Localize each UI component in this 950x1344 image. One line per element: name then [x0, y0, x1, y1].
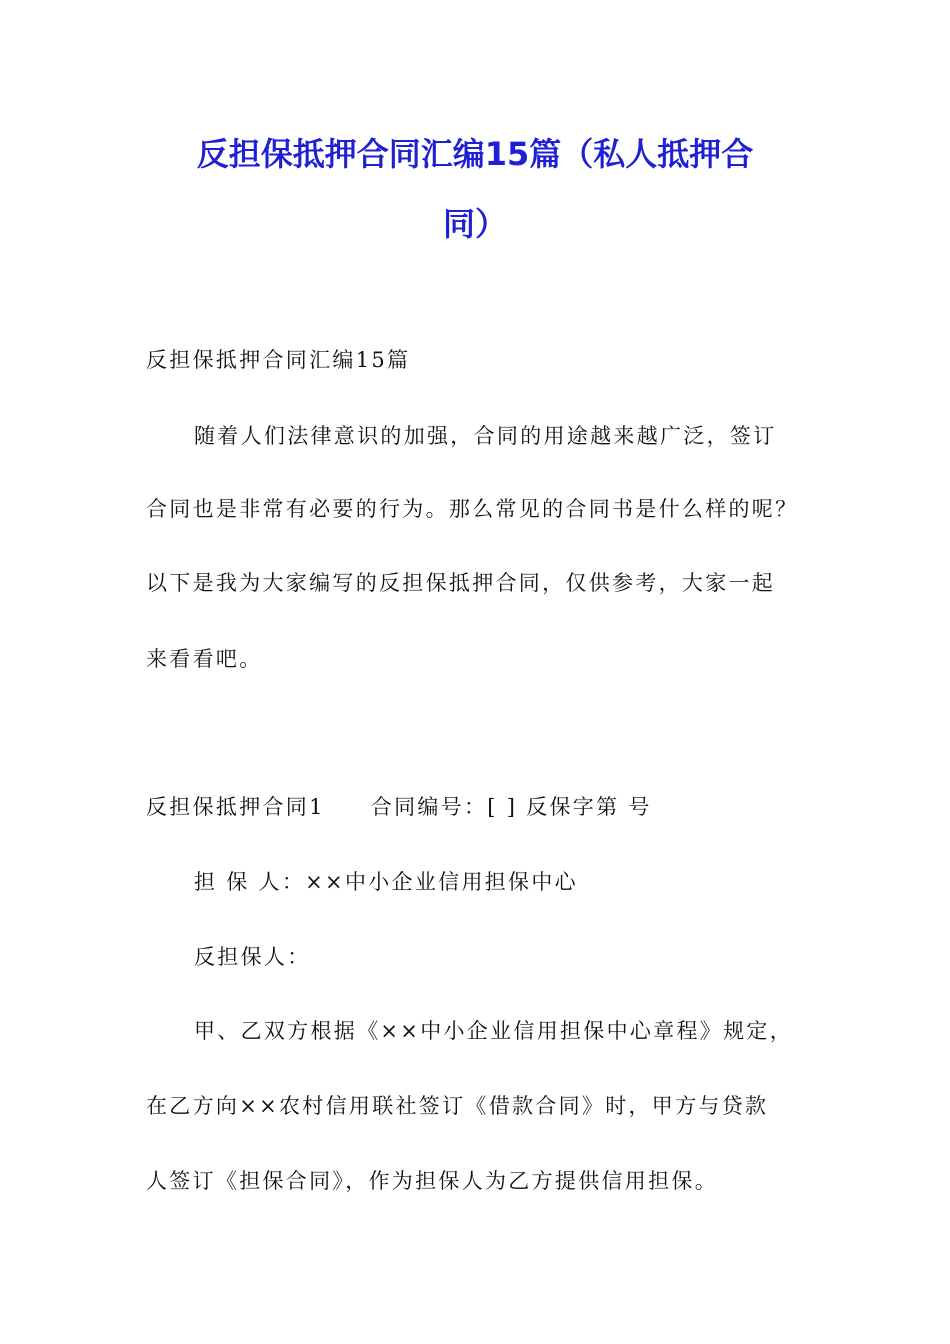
guarantor-line: 担 保 人：××中小企业信用担保中心 — [194, 870, 578, 894]
subtitle: 反担保抵押合同汇编15篇 — [146, 348, 411, 372]
document-title-line-1: 反担保抵押合同汇编15篇（私人抵押合 — [196, 135, 754, 173]
clause-line-3: 人签订《担保合同》，作为担保人为乙方提供信用担保。 — [146, 1169, 718, 1193]
intro-line-2: 合同也是非常有必要的行为。那么常见的合同书是什么样的呢？ — [146, 497, 799, 521]
clause-line-1: 甲、乙双方根据《××中小企业信用担保中心章程》规定， — [194, 1019, 793, 1043]
document-title-line-2: 同） — [442, 205, 507, 243]
contract-number: 合同编号：[ ] 反保字第 号 — [370, 795, 652, 819]
intro-line-4: 来看看吧。 — [146, 647, 263, 671]
intro-line-3: 以下是我为大家编写的反担保抵押合同，仅供参考，大家一起 — [146, 571, 776, 595]
contract-heading: 反担保抵押合同1 — [146, 795, 325, 819]
intro-line-1: 随着人们法律意识的加强，合同的用途越来越广泛，签订 — [194, 424, 777, 448]
counter-guarantor-line: 反担保人： — [194, 945, 311, 969]
clause-line-2: 在乙方向××农村信用联社签订《借款合同》时，甲方与贷款 — [146, 1094, 769, 1118]
contract-heading-row — [146, 792, 652, 822]
